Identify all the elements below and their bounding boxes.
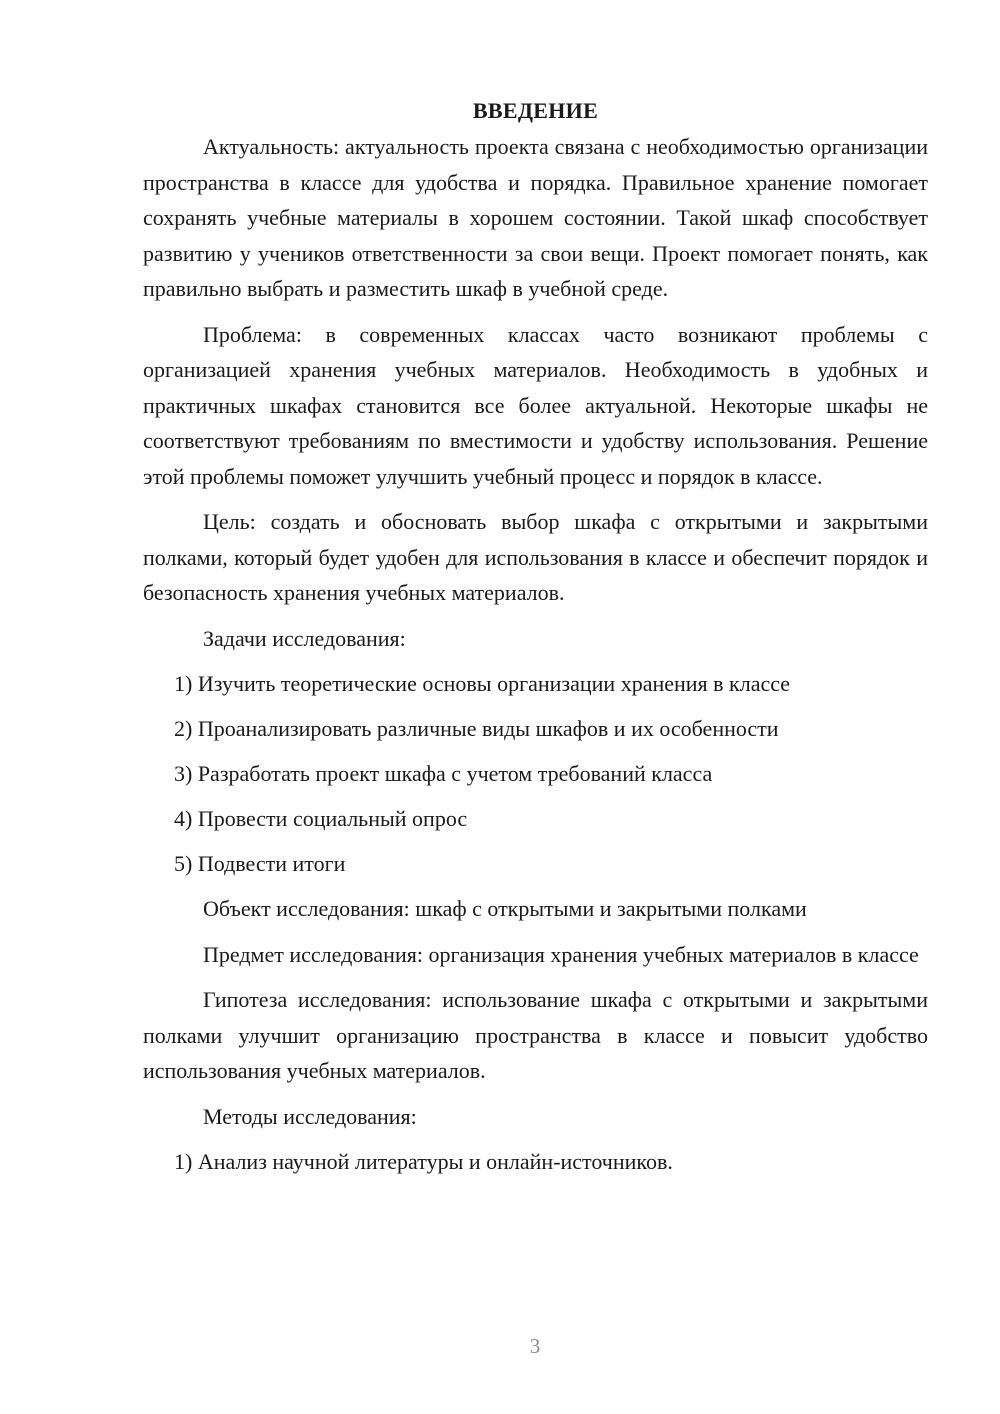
document-page: [143, 94, 928, 1189]
tasks-label: Задачи исследования:: [203, 625, 406, 651]
relevance-paragraph: Актуальность: актуальность проекта связана с необходимостью организации пространства в классе для удобства и порядка. Правильное хранение помогает сохранять учебные материалы в хорошем состоянии. Такой шкаф способствует развитию у учеников ответственности за свои вещи. Проект помогает понять, как правильно выбрать и разместить шкаф в учебной среде.: [143, 134, 928, 301]
tasks-list: [143, 666, 928, 882]
hypothesis-paragraph: Гипотеза исследования: использование шкафа с открытыми и закрытыми полками улучшит организацию пространства в классе и повысит удобство использования учебных материалов.: [143, 987, 928, 1083]
list-item: 1) Анализ научной литературы и онлайн-источников.: [174, 1149, 673, 1174]
list-item: 3) Разработать проект шкафа с учетом требований класса: [174, 761, 713, 786]
goal-paragraph: Цель: создать и обосновать выбор шкафа с открытыми и закрытыми полками, который будет удобен для использования в классе и обеспечит порядок и безопасность хранения учебных материалов.: [143, 509, 928, 605]
list-item: 1) Изучить теоретические основы организации хранения в классе: [174, 671, 791, 696]
page-heading: ВВЕДЕНИЕ: [472, 98, 599, 123]
object-paragraph: Объект исследования: шкаф с открытыми и закрытыми полками: [203, 896, 807, 921]
subject-paragraph: Предмет исследования: организация хранения учебных материалов в классе: [203, 941, 919, 967]
list-item: 2) Проанализировать различные виды шкафов и их особенности: [174, 716, 779, 741]
list-item: 4) Провести социальный опрос: [174, 806, 468, 831]
methods-list: [143, 1144, 928, 1180]
problem-paragraph: Проблема: в современных классах часто возникают проблемы с организацией хранения учебных материалов. Необходимость в удобных и практичных шкафах становится все более актуальной. Некоторые шкафы не соответствуют требованиям по вместимости и удобству использования. Решение этой проблемы поможет улучшить учебный процесс и порядок в классе.: [143, 321, 928, 489]
list-item: 5) Подвести итоги: [174, 851, 346, 876]
methods-label: Методы исследования:: [203, 1103, 417, 1129]
page-number: 3: [529, 1334, 541, 1358]
